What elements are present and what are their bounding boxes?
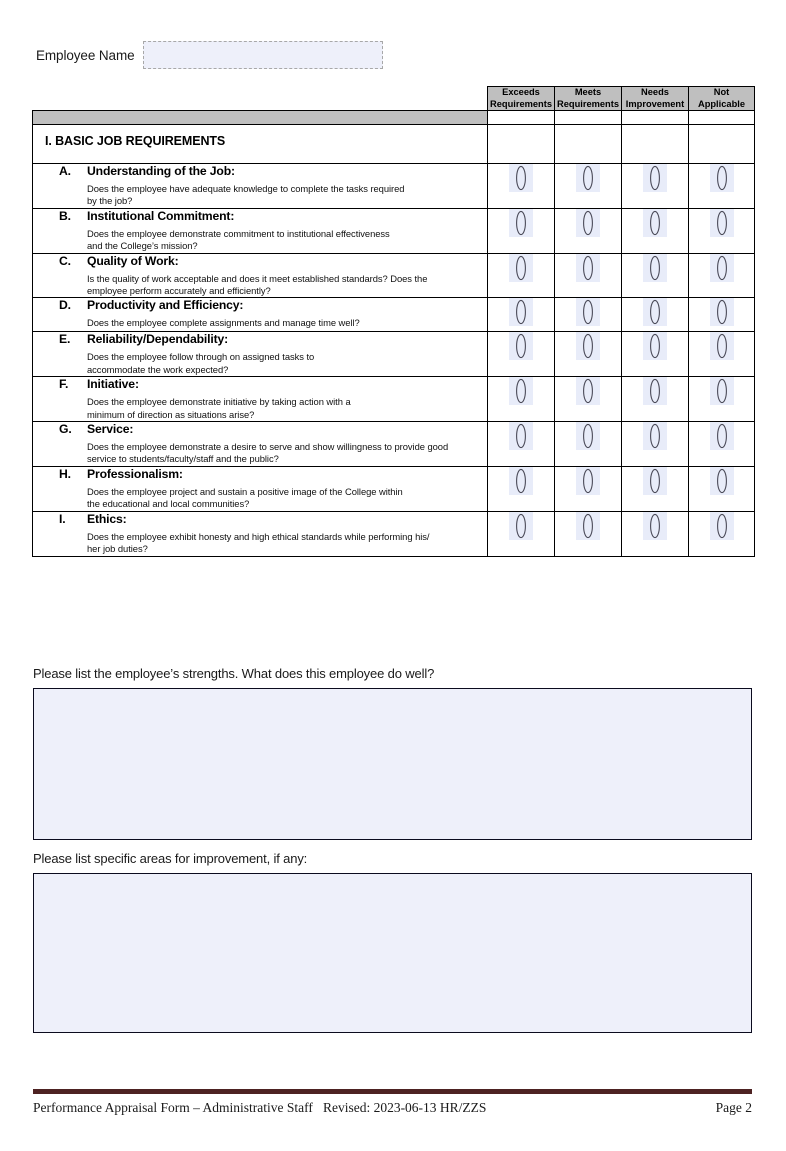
- ellipse-radio-icon[interactable]: [509, 377, 533, 405]
- rating-table-header-row: [33, 87, 755, 111]
- table-row: [33, 164, 755, 209]
- ellipse-radio-icon[interactable]: [643, 467, 667, 495]
- criterion-description: Does the employee demonstrate commitment to institutional effectiveness and the College’s mission?: [87, 227, 390, 252]
- ellipse-radio-icon[interactable]: [643, 298, 667, 326]
- ellipse-radio-icon[interactable]: [710, 254, 734, 282]
- rating-cell[interactable]: [689, 511, 755, 556]
- criterion-cell: [33, 466, 488, 511]
- ellipse-radio-icon[interactable]: [576, 209, 600, 237]
- employee-name-label: Employee Name: [36, 47, 135, 63]
- ellipse-radio-icon[interactable]: [576, 254, 600, 282]
- ellipse-radio-icon[interactable]: [576, 377, 600, 405]
- column-header-line2: Requirements: [490, 98, 552, 109]
- table-row: [33, 422, 755, 467]
- ellipse-radio-icon[interactable]: [710, 377, 734, 405]
- ellipse-radio-icon[interactable]: [576, 164, 600, 192]
- criterion-letter: E.: [59, 332, 71, 347]
- footer: [33, 1100, 752, 1116]
- section-heading-spacer-cell: [622, 125, 689, 164]
- rating-cell[interactable]: [488, 466, 555, 511]
- column-header-line2: Improvement: [625, 98, 685, 109]
- criterion-heading: [33, 298, 487, 312]
- employee-name-row: [36, 41, 383, 69]
- ellipse-radio-icon[interactable]: [576, 512, 600, 540]
- rating-cell[interactable]: [622, 298, 689, 332]
- section-heading-row: [33, 125, 755, 164]
- rating-cell[interactable]: [622, 511, 689, 556]
- rating-cell[interactable]: [622, 253, 689, 298]
- ellipse-radio-icon[interactable]: [643, 164, 667, 192]
- rating-cell[interactable]: [555, 466, 622, 511]
- criterion-letter: F.: [59, 377, 69, 392]
- criterion-title: Professionalism:: [87, 466, 183, 481]
- footer-divider-rule: [33, 1089, 752, 1094]
- rating-cell[interactable]: [488, 422, 555, 467]
- rating-cell[interactable]: [555, 208, 622, 253]
- column-header-line1: Not: [713, 87, 730, 97]
- criterion-cell: [33, 511, 488, 556]
- ellipse-radio-icon[interactable]: [576, 332, 600, 360]
- ellipse-radio-icon[interactable]: [643, 422, 667, 450]
- employee-name-input[interactable]: [143, 41, 383, 69]
- rating-cell[interactable]: [689, 208, 755, 253]
- criterion-cell: [33, 298, 488, 332]
- column-header-meets-requirements: [555, 87, 622, 111]
- table-row: [33, 208, 755, 253]
- strengths-textarea[interactable]: [33, 688, 752, 840]
- rating-cell[interactable]: [488, 377, 555, 422]
- table-row: [33, 253, 755, 298]
- criterion-title: Ethics:: [87, 511, 127, 526]
- table-row: [33, 466, 755, 511]
- criterion-letter: H.: [59, 466, 71, 481]
- ellipse-radio-icon[interactable]: [710, 422, 734, 450]
- ellipse-radio-icon[interactable]: [509, 467, 533, 495]
- criterion-heading: [33, 422, 487, 436]
- ellipse-radio-icon[interactable]: [643, 209, 667, 237]
- gray-band-spacer-cell: [689, 111, 755, 125]
- column-header-line2: Applicable: [697, 98, 745, 109]
- table-row: [33, 377, 755, 422]
- criterion-cell: [33, 377, 488, 422]
- footer-document-title: Performance Appraisal Form – Administrative Staff Revised: 2023-06-13 HR/ZZS: [33, 1100, 487, 1115]
- ellipse-radio-icon[interactable]: [710, 164, 734, 192]
- column-header-line1: Needs: [641, 87, 669, 97]
- gray-band-label-cell: [33, 111, 488, 125]
- rating-cell[interactable]: [555, 511, 622, 556]
- column-header-exceeds-requirements: [488, 87, 555, 111]
- criterion-title: Understanding of the Job:: [87, 164, 235, 178]
- rating-cell[interactable]: [555, 332, 622, 377]
- criterion-description: Does the employee have adequate knowledge to complete the tasks required by the job?: [87, 183, 405, 207]
- rating-cell[interactable]: [622, 422, 689, 467]
- table-gray-band-row: [33, 111, 755, 125]
- ellipse-radio-icon[interactable]: [576, 298, 600, 326]
- criterion-description: Does the employee demonstrate a desire to serve and show willingness to provide good service to students/faculty/staff and the public?: [87, 441, 449, 465]
- strengths-prompt-label: Please list the employee’s strengths. What does this employee do well?: [33, 666, 435, 681]
- criterion-cell: [33, 422, 488, 467]
- rating-cell[interactable]: [622, 164, 689, 209]
- criterion-heading: [33, 164, 487, 178]
- rating-cell[interactable]: [689, 422, 755, 467]
- ellipse-radio-icon[interactable]: [643, 254, 667, 282]
- ellipse-radio-icon[interactable]: [710, 512, 734, 540]
- section-heading: I. BASIC JOB REQUIREMENTS: [33, 125, 488, 164]
- rating-cell[interactable]: [555, 253, 622, 298]
- ellipse-radio-icon[interactable]: [576, 422, 600, 450]
- rating-cell[interactable]: [689, 377, 755, 422]
- criterion-heading: [33, 512, 487, 526]
- criterion-letter: D.: [59, 298, 71, 313]
- footer-page-number: Page 2: [715, 1100, 752, 1115]
- criterion-heading: [33, 377, 487, 391]
- improvement-prompt-label: Please list specific areas for improvement, if any:: [33, 851, 308, 866]
- rating-cell[interactable]: [555, 298, 622, 332]
- ellipse-radio-icon[interactable]: [710, 209, 734, 237]
- criterion-title: Reliability/Dependability:: [87, 332, 229, 347]
- criterion-cell: [33, 332, 488, 377]
- ellipse-radio-icon[interactable]: [643, 377, 667, 405]
- criterion-heading: [33, 332, 487, 346]
- criterion-letter: I.: [59, 511, 66, 526]
- section-heading-spacer-cell: [488, 125, 555, 164]
- criterion-title: Institutional Commitment:: [87, 208, 235, 223]
- ellipse-radio-icon[interactable]: [509, 422, 533, 450]
- rating-cell[interactable]: [689, 332, 755, 377]
- rating-cell[interactable]: [555, 164, 622, 209]
- ellipse-radio-icon[interactable]: [710, 332, 734, 360]
- criterion-description: Does the employee complete assignments and manage time well?: [87, 317, 360, 329]
- column-header-not-applicable: [689, 87, 755, 111]
- criterion-letter: B.: [59, 208, 71, 223]
- table-row: [33, 298, 755, 332]
- criterion-letter: C.: [59, 253, 71, 268]
- section-heading-spacer-cell: [689, 125, 755, 164]
- criterion-title: Initiative:: [87, 377, 139, 392]
- criterion-description: Does the employee exhibit honesty and high ethical standards while performing his/ her job duties?: [87, 530, 430, 555]
- criterion-cell: [33, 164, 488, 209]
- section-heading-spacer-cell: [555, 125, 622, 164]
- criterion-letter: A.: [59, 164, 71, 178]
- ellipse-radio-icon[interactable]: [509, 209, 533, 237]
- rating-cell[interactable]: [488, 208, 555, 253]
- ellipse-radio-icon[interactable]: [509, 512, 533, 540]
- ellipse-radio-icon[interactable]: [509, 332, 533, 360]
- gray-band-spacer-cell: [555, 111, 622, 125]
- rating-cell[interactable]: [689, 298, 755, 332]
- criterion-description: Is the quality of work acceptable and does it meet established standards? Does the employee perform accurately and efficiently?: [87, 272, 428, 297]
- rating-cell[interactable]: [689, 253, 755, 298]
- rating-cell[interactable]: [689, 164, 755, 209]
- ellipse-radio-icon[interactable]: [576, 467, 600, 495]
- criterion-heading: [33, 467, 487, 481]
- gray-band-spacer-cell: [488, 111, 555, 125]
- rating-cell[interactable]: [555, 422, 622, 467]
- criterion-description: Does the employee demonstrate initiative by taking action with a minimum of direction as situations arise?: [87, 396, 351, 420]
- table-row: [33, 332, 755, 377]
- header-spacer: [33, 87, 488, 111]
- rating-cell[interactable]: [689, 466, 755, 511]
- criterion-letter: G.: [59, 422, 72, 437]
- criterion-cell: [33, 208, 488, 253]
- gray-band-spacer-cell: [622, 111, 689, 125]
- column-header-line1: Exceeds: [502, 87, 540, 97]
- column-header-line1: Meets: [574, 87, 602, 97]
- criterion-title: Service:: [87, 422, 134, 437]
- rating-cell[interactable]: [622, 332, 689, 377]
- rating-table: [32, 86, 755, 557]
- criterion-cell: [33, 253, 488, 298]
- table-row: [33, 511, 755, 556]
- ellipse-radio-icon[interactable]: [509, 298, 533, 326]
- rating-cell[interactable]: [488, 298, 555, 332]
- rating-cell[interactable]: [488, 332, 555, 377]
- ellipse-radio-icon[interactable]: [643, 512, 667, 540]
- rating-cell[interactable]: [622, 377, 689, 422]
- rating-cell[interactable]: [622, 466, 689, 511]
- ellipse-radio-icon[interactable]: [710, 467, 734, 495]
- criterion-heading: [33, 254, 487, 268]
- rating-cell[interactable]: [488, 253, 555, 298]
- rating-cell[interactable]: [555, 377, 622, 422]
- ellipse-radio-icon[interactable]: [509, 164, 533, 192]
- ellipse-radio-icon[interactable]: [509, 254, 533, 282]
- criterion-title: Productivity and Efficiency:: [87, 298, 244, 313]
- rating-cell[interactable]: [488, 511, 555, 556]
- column-header-line2: Requirements: [557, 98, 619, 109]
- column-header-needs-improvement: [622, 87, 689, 111]
- criterion-heading: [33, 209, 487, 223]
- criterion-description: Does the employee project and sustain a positive image of the College within the educational and local communities?: [87, 485, 403, 510]
- rating-cell[interactable]: [622, 208, 689, 253]
- ellipse-radio-icon[interactable]: [643, 332, 667, 360]
- criterion-description: Does the employee follow through on assigned tasks to accommodate the work expected?: [87, 351, 315, 375]
- ellipse-radio-icon[interactable]: [710, 298, 734, 326]
- rating-cell[interactable]: [488, 164, 555, 209]
- improvement-textarea[interactable]: [33, 873, 752, 1033]
- criterion-title: Quality of Work:: [87, 253, 179, 268]
